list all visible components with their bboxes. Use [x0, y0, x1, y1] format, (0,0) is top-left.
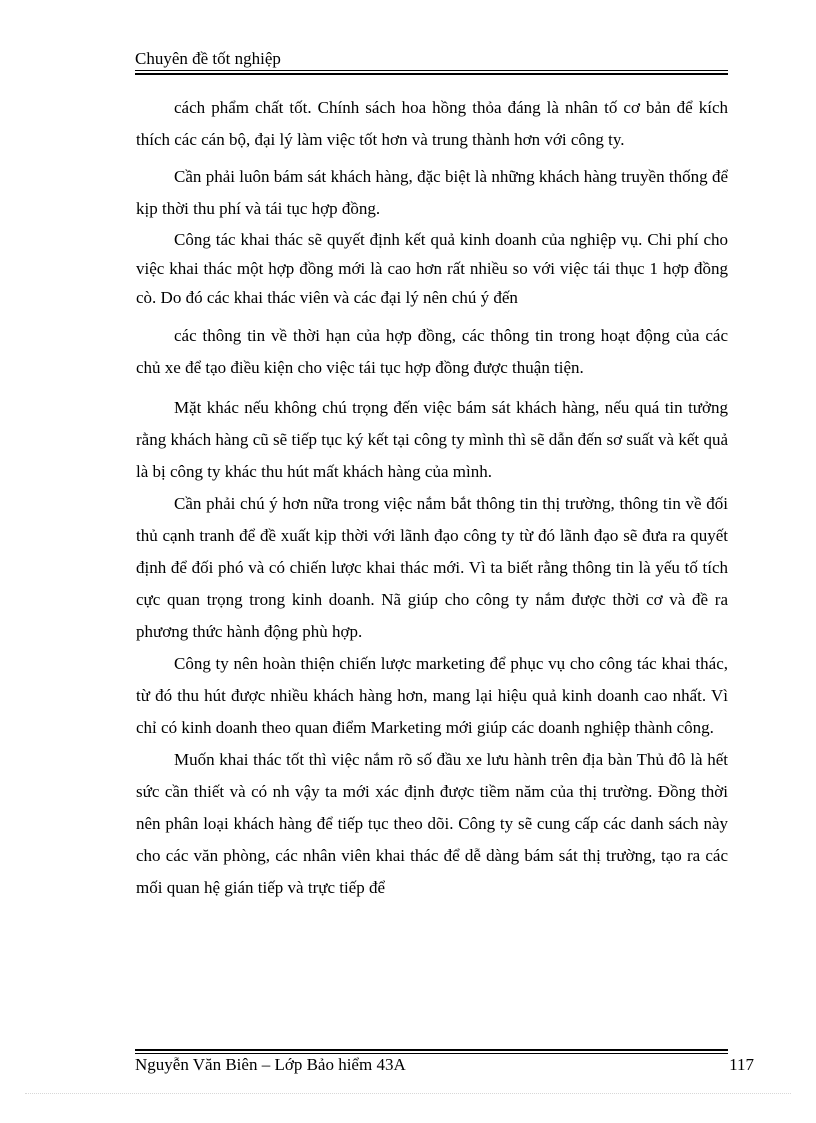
page-number: 117: [729, 1055, 754, 1074]
header-rule-thin: [135, 70, 728, 71]
paragraph: cách phẩm chất tốt. Chính sách hoa hồng thỏa đáng là nhân tố cơ bản để kích thích các cán bộ, đại lý làm việc tốt hơn và trung thành hơn với công ty.: [136, 98, 728, 149]
header-rule-thick: [135, 73, 728, 75]
paragraph: các thông tin về thời hạn của hợp đồng, các thông tin trong hoạt động của các chủ xe để tạo điều kiện cho việc tái tục hợp đồng được thuận tiện.: [136, 326, 728, 377]
paragraph: Công tác khai thác sẽ quyết định kết quả kinh doanh của nghiệp vụ. Chi phí cho việc khai thác một hợp đồng mới là cao hơn rất nhiều so với việc tái thục 1 hợp đồng cò. Do đó các khai thác viên và các đại lý nên chú ý đến: [136, 230, 728, 307]
footer-author: Nguyễn Văn Biên – Lớp Bảo hiểm 43A: [135, 1055, 406, 1074]
paragraph: Công ty nên hoàn thiện chiến lược marketing để phục vụ cho công tác khai thác, từ đó thu hút được nhiều khách hàng hơn, mang lại hiệu quả kinh doanh cao nhất. Vì chỉ có kinh doanh theo quan điểm Marketing mới giúp các doanh nghiệp thành công.: [136, 654, 728, 737]
paragraph: Cần phải luôn bám sát khách hàng, đặc biệt là những khách hàng truyền thống để kịp thời thu phí và tái tục hợp đồng.: [136, 167, 728, 218]
footer-rule-thick: [135, 1049, 728, 1051]
header-title: Chuyên đề tốt nghiệp: [135, 49, 281, 68]
body-text: [136, 92, 728, 904]
paragraph: Muốn khai thác tốt thì việc nắm rõ số đầu xe lưu hành trên địa bàn Thủ đô là hết sức cần thiết và có nh vậy ta mới xác định được tiềm năm của thị trường. Đồng thời nên phân loại khách hàng để tiếp tục theo dõi. Công ty sẽ cung cấp các danh sách này cho các văn phòng, các nhân viên khai thác để dễ dàng bám sát thị trường, tạo ra các mối quan hệ gián tiếp và trực tiếp để: [136, 750, 728, 897]
paragraph: Cần phải chú ý hơn nữa trong việc nắm bắt thông tin thị trường, thông tin về đối thủ cạnh tranh để đề xuất kịp thời với lãnh đạo công ty từ đó lãnh đạo sẽ đưa ra quyết định để đối phó và có chiến lược khai thác mới. Vì ta biết rằng thông tin là yếu tố tích cực quan trọng trong kinh doanh. Nã giúp cho công ty nắm được thời cơ và đề ra phương thức hành động phù hợp.: [136, 494, 728, 641]
paragraph: Mặt khác nếu không chú trọng đến việc bám sát khách hàng, nếu quá tin tưởng rằng khách hàng cũ sẽ tiếp tục ký kết tại công ty mình thì sẽ dẫn đến sơ suất và kết quả là bị công ty khác thu hút mất khách hàng của mình.: [136, 398, 728, 481]
page-bottom-divider: [25, 1093, 791, 1094]
